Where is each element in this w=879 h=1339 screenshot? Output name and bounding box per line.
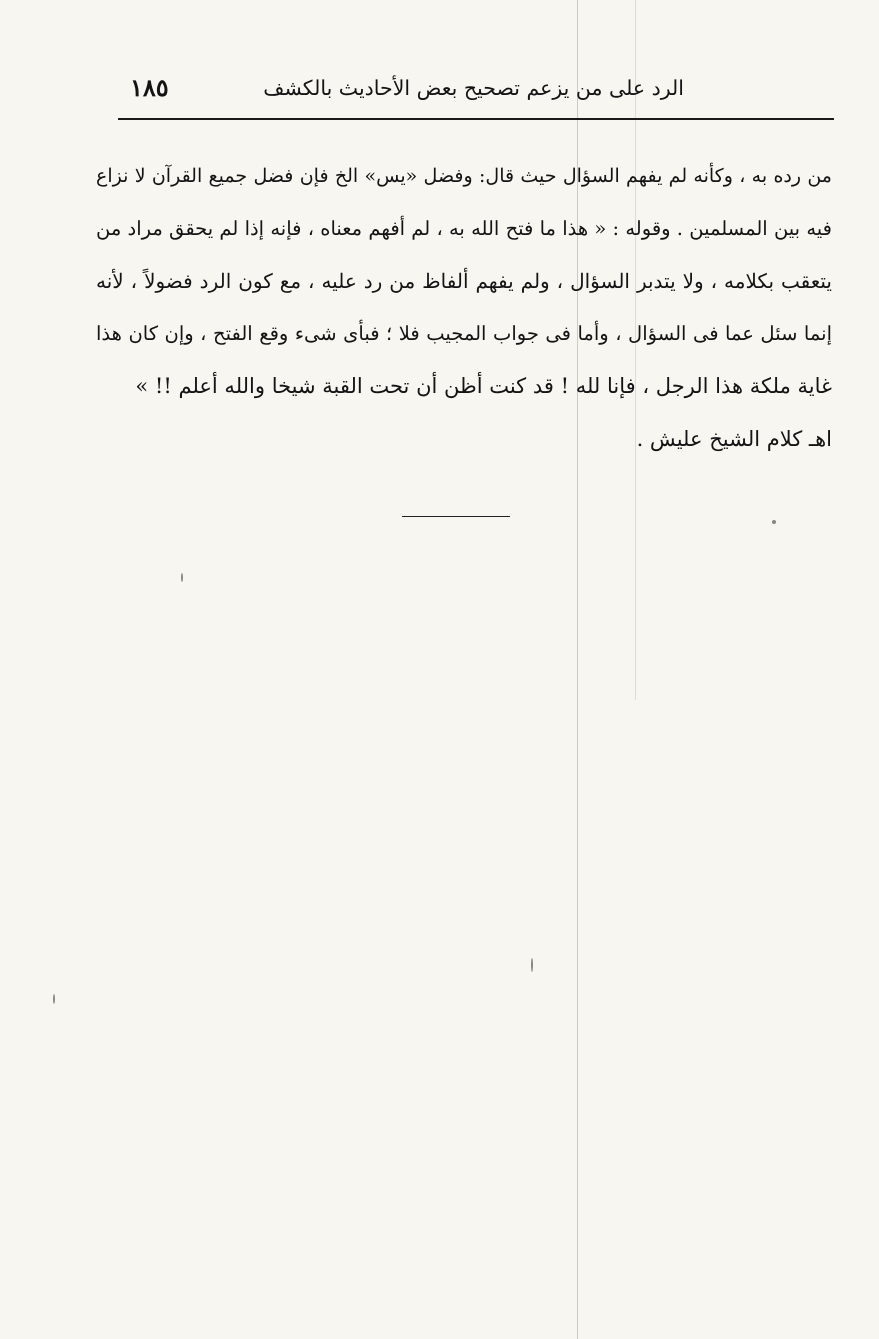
section-end-rule	[402, 516, 510, 517]
text-line: من رده به ، وكأنه لم يفهم السؤال حيث قال: وفضل «يس» الخ فإن فضل جميع القرآن لا نزاع	[96, 165, 832, 187]
scan-speck	[181, 573, 183, 582]
text-line: يتعقب بكلامه ، ولا يتدبر السؤال ، ولم يفهم ألفاظ من رد عليه ، مع كون الرد فضولاً ، لأنه	[96, 269, 832, 293]
running-title: الرد على من يزعم تصحيح بعض الأحاديث بالكشف	[263, 76, 684, 100]
scan-speck	[772, 520, 776, 524]
page-number: ١٨٥	[130, 73, 169, 102]
text-line: إنما سئل عما فى السؤال ، وأما فى جواب المجيب فلا ؛ فبأى شىء وقع الفتح ، وإن كان هذا	[96, 321, 832, 345]
scan-speck	[53, 994, 55, 1004]
text-line: فيه بين المسلمين . وقوله : « هذا ما فتح الله به ، لم أفهم معناه ، فإنه إذا لم يحقق مراد من	[96, 216, 832, 240]
scan-speck	[531, 958, 533, 972]
text-line: اهـ كلام الشيخ عليش .	[636, 426, 832, 451]
page-header	[118, 66, 684, 110]
header-rule	[118, 118, 834, 120]
body-text	[96, 150, 832, 465]
text-line: غاية ملكة هذا الرجل ، فإنا لله ! قد كنت أظن أن تحت القبة شيخا والله أعلم !! »	[135, 374, 832, 398]
